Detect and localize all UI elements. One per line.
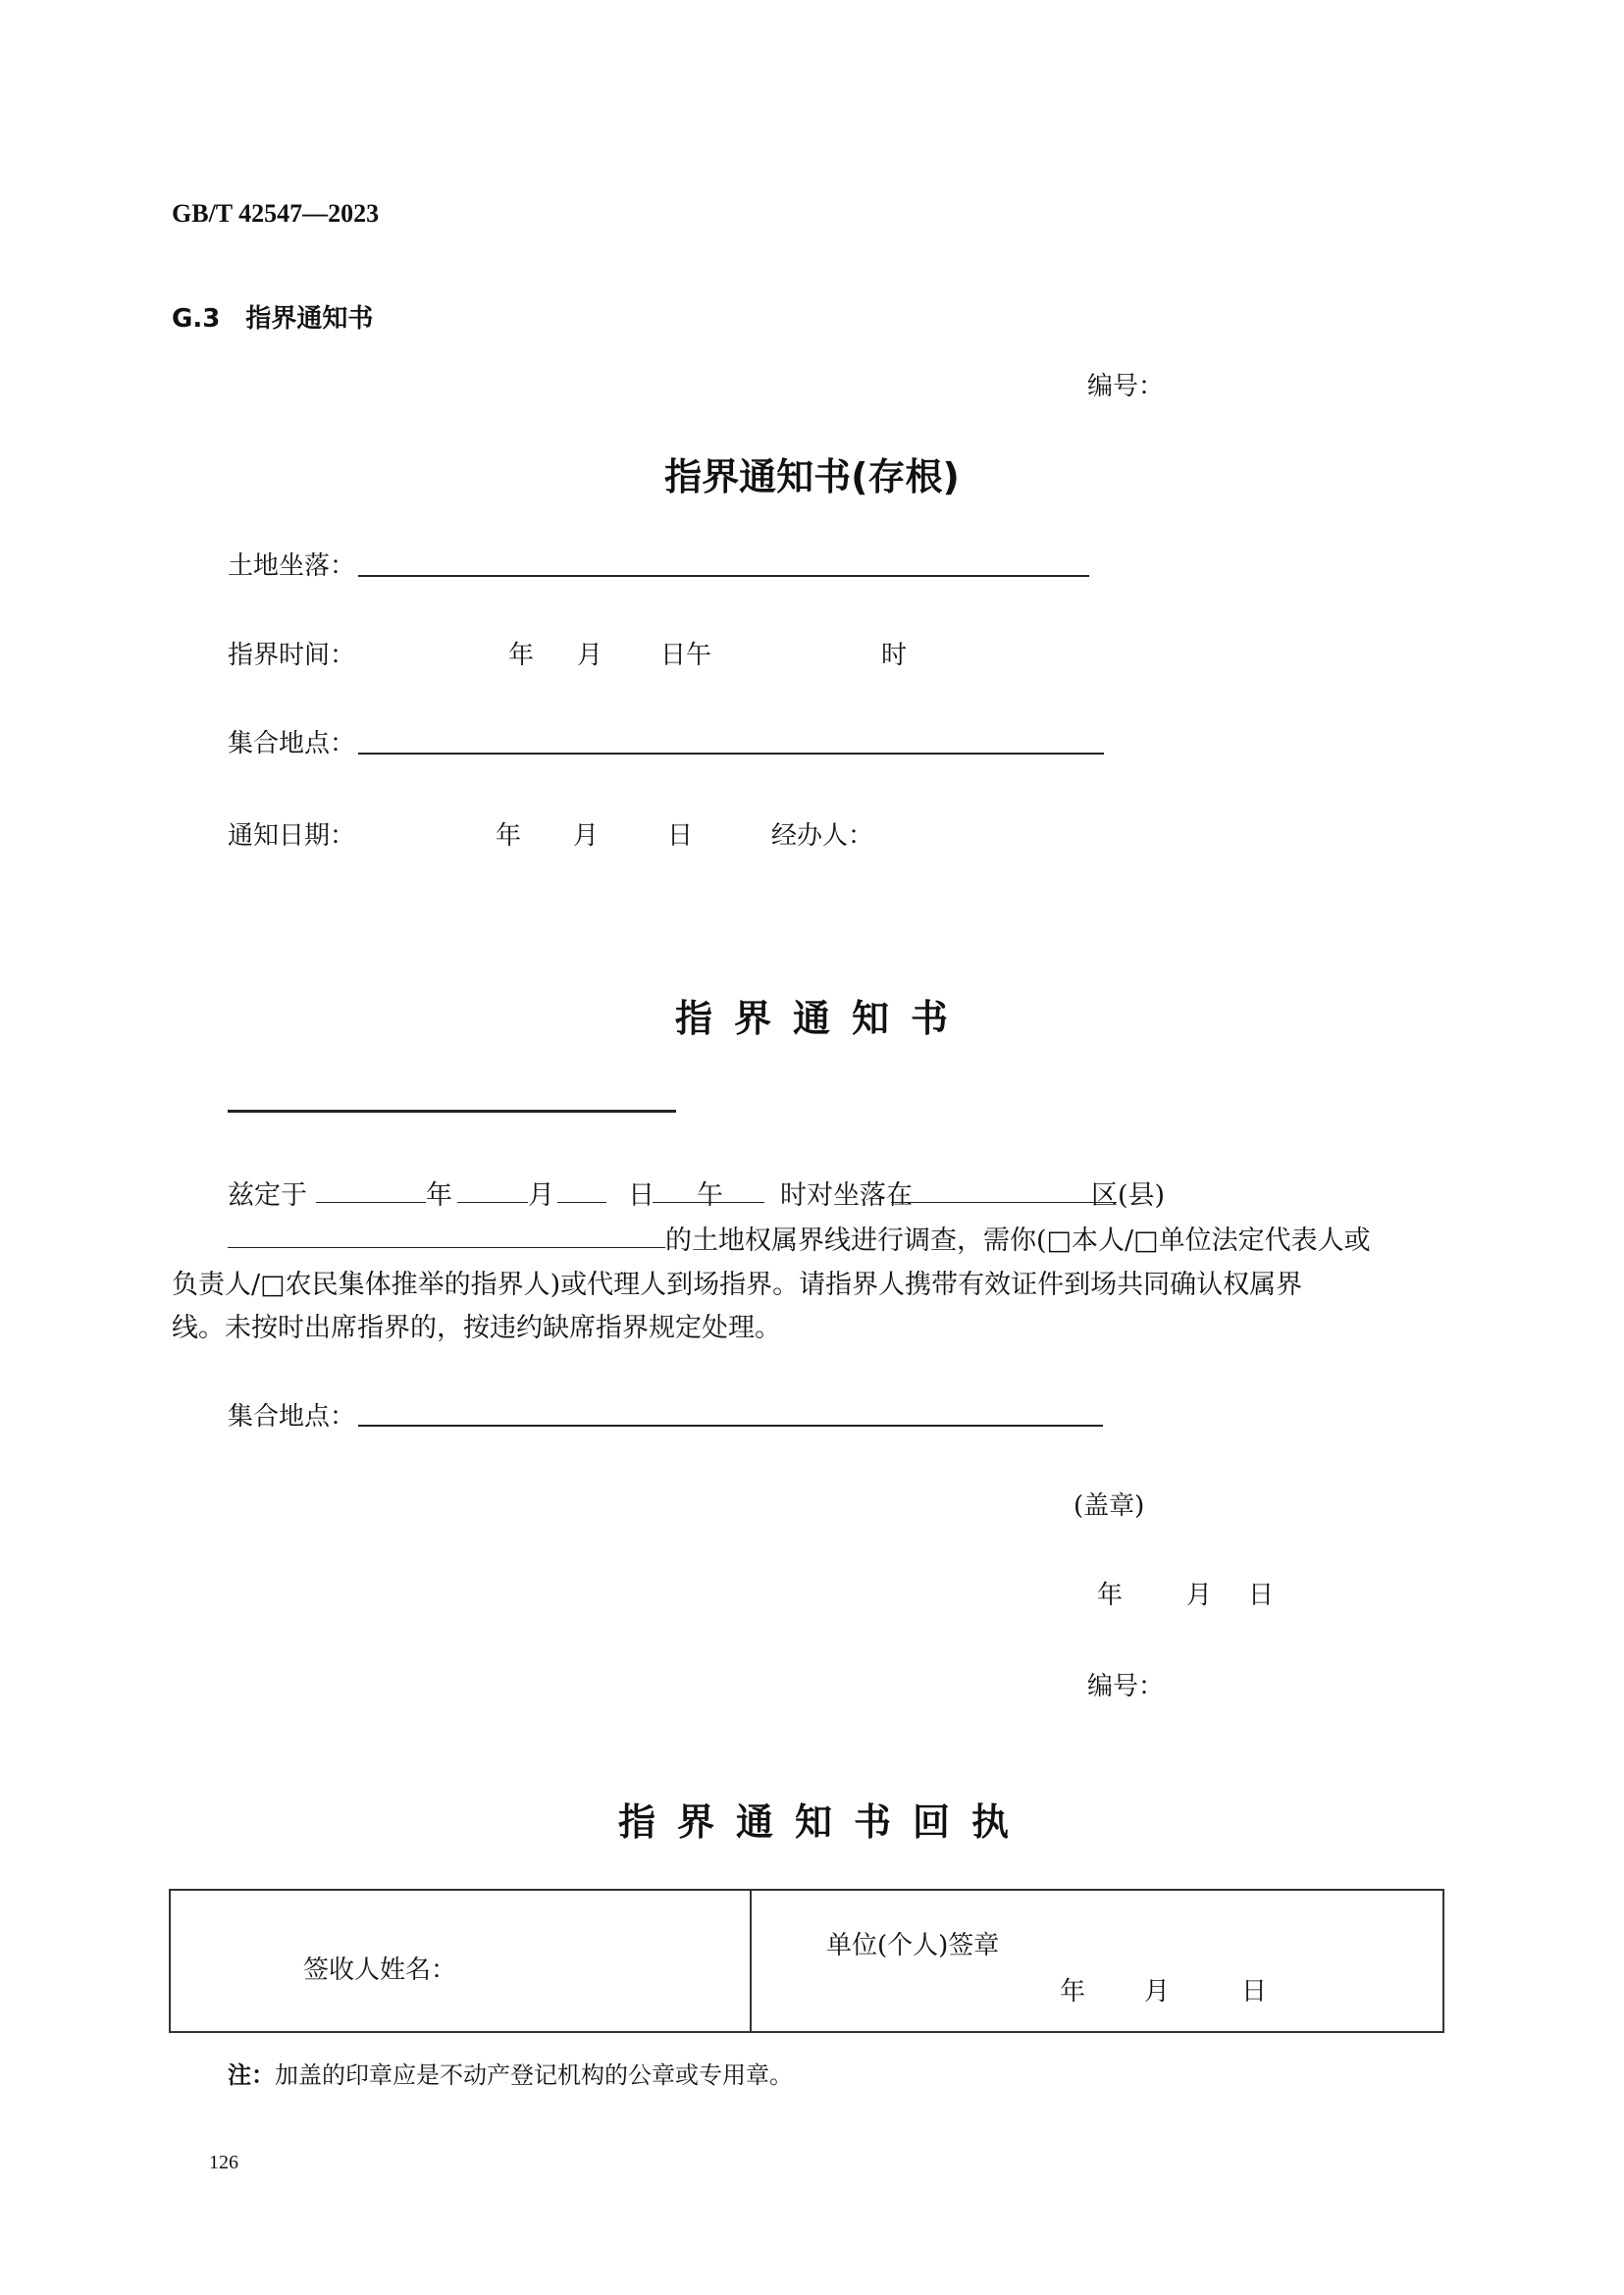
notice-intro: 兹定于: [228, 1180, 307, 1211]
notice-seal-label: (盖章): [1074, 1491, 1145, 1521]
notice-noon: 午: [697, 1180, 723, 1211]
stub-location-label: 土地坐落：: [228, 551, 356, 581]
stub-notice-month: 月: [573, 821, 600, 851]
stub-serial-label: 编号：: [1087, 372, 1165, 401]
stub-time-hour: 时: [881, 641, 908, 670]
date-month-blank[interactable]: [457, 1202, 528, 1203]
stub-time-day-noon: 日午: [660, 641, 712, 670]
section-title: 指界通知书: [245, 304, 374, 334]
notice-year: 年: [426, 1180, 452, 1211]
stub-notice-year: 年: [496, 821, 522, 851]
notice-date-year: 年: [1097, 1581, 1124, 1610]
stub-title: 指界通知书(存根): [664, 455, 960, 498]
stub-location-line[interactable]: [358, 575, 1089, 577]
receipt-date-month: 月: [1144, 1977, 1171, 2007]
stub-meeting-label: 集合地点：: [228, 729, 356, 758]
recipient-line[interactable]: [228, 1110, 676, 1113]
notice-line2: 的土地权属界线进行调查，需你(□本人/□单位法定代表人或: [665, 1226, 1371, 1256]
notice-day: 日: [628, 1180, 655, 1211]
notice-title: 指界通知书: [675, 997, 970, 1040]
receipt-title: 指界通知书回执: [618, 1800, 1031, 1844]
date-day-blank[interactable]: [557, 1202, 606, 1203]
date-year-blank[interactable]: [316, 1202, 426, 1203]
notice-hour-text: 时对坐落在: [780, 1180, 913, 1211]
stub-notice-date-label: 通知日期：: [228, 821, 356, 851]
receipt-date-day: 日: [1241, 1977, 1268, 2007]
receipt-divider: [750, 1891, 752, 2031]
footnote-label: 注：: [228, 2061, 275, 2089]
notice-meeting-label: 集合地点：: [228, 1402, 356, 1432]
stub-meeting-line[interactable]: [358, 753, 1104, 755]
district-blank[interactable]: [891, 1202, 1117, 1203]
receipt-table: [169, 1889, 1444, 2033]
section-number: G.3: [172, 304, 221, 334]
stub-time-year: 年: [508, 641, 535, 670]
section-heading: [172, 298, 373, 335]
receipt-signer-label[interactable]: 签收人姓名：: [303, 1956, 457, 1985]
notice-line4: 线。未按时出席指界的，按违约缺席指界规定处理。: [172, 1313, 781, 1343]
notice-line3: 负责人/□农民集体推举的指界人)或代理人到场指界。请指界人携带有效证件到场共同确认权属界: [172, 1270, 1303, 1300]
notice-district: 区(县): [1091, 1180, 1166, 1211]
notice-serial-label: 编号：: [1087, 1672, 1165, 1701]
stub-notice-day: 日: [667, 821, 694, 851]
notice-meeting-line[interactable]: [358, 1425, 1103, 1427]
notice-date-month: 月: [1186, 1581, 1213, 1610]
footnote-text: 加盖的印章应是不动产登记机构的公章或专用章。: [275, 2061, 793, 2089]
standard-code: GB/T 42547—2023: [172, 199, 380, 228]
notice-month: 月: [528, 1180, 554, 1211]
receipt-seal-label[interactable]: 单位(个人)签章: [826, 1931, 1000, 1960]
receipt-date-year: 年: [1060, 1977, 1086, 2007]
stub-handler-label: 经办人：: [771, 821, 874, 851]
stub-time-month: 月: [577, 641, 603, 670]
stub-time-label: 指界时间：: [228, 641, 356, 670]
page-number: 126: [209, 2152, 238, 2173]
parcel-blank[interactable]: [228, 1247, 665, 1248]
footnote: [228, 2056, 793, 2090]
notice-date-day: 日: [1248, 1581, 1275, 1610]
